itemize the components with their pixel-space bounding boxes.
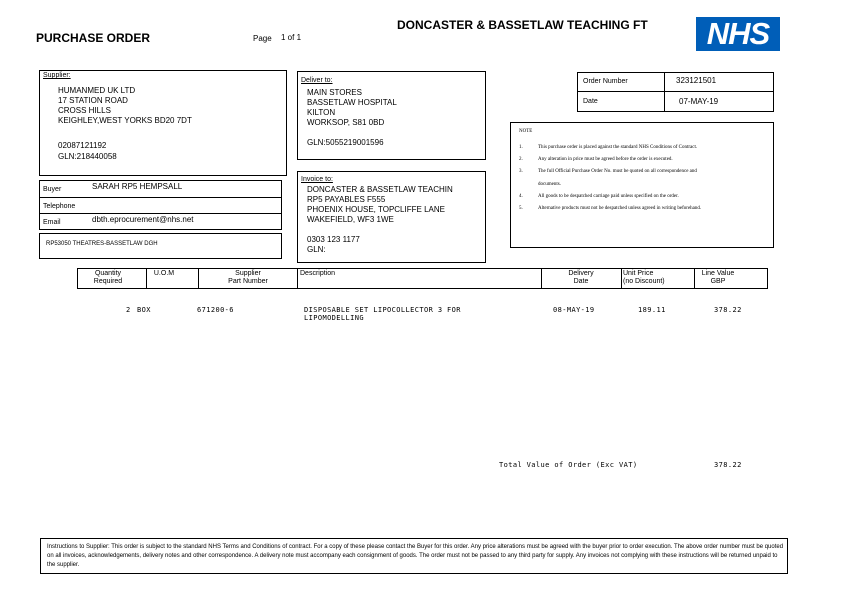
- note-item: [519, 169, 523, 175]
- supplier-line: HUMANMED UK LTD: [58, 86, 136, 95]
- invoice-label: Invoice to:: [301, 176, 333, 183]
- supplier-gln: GLN:218440058: [58, 152, 117, 161]
- doc-title: PURCHASE ORDER: [36, 31, 151, 45]
- col-part-line2: Part Number: [228, 278, 268, 285]
- buyer-name: SARAH RP5 HEMPSALL: [92, 182, 183, 191]
- note-text: This purchase order is placed against the standard NHS Conditions of Contract.: [538, 145, 698, 150]
- invoice-line: WAKEFIELD, WF3 1WE: [307, 215, 394, 224]
- supplier-line: CROSS HILLS: [58, 106, 111, 115]
- note-item: [519, 157, 523, 163]
- note-text: Any alteration in price must be agreed before the order is executed.: [538, 157, 673, 162]
- col-price: [623, 270, 665, 286]
- row-part: 671200-6: [197, 306, 234, 314]
- deliver-label: Deliver to:: [301, 77, 333, 84]
- deliver-line: KILTON: [307, 108, 336, 117]
- note-text: The full Official Purchase Order No. must be quoted on all correspondence and: [538, 169, 697, 174]
- row-uom: BOX: [137, 306, 151, 314]
- col-qty-line2: Required: [93, 278, 123, 285]
- page-label: Page: [253, 34, 272, 43]
- deliver-line: BASSETLAW HOSPITAL: [307, 98, 397, 107]
- row-line-value: 378.22: [714, 306, 742, 314]
- buyer-label: Buyer: [43, 186, 62, 193]
- col-uom-line1: U.O.M: [153, 270, 175, 277]
- invoice-line: RP5 PAYABLES F555: [307, 195, 386, 204]
- invoice-line: PHOENIX HOUSE, TOPCLIFFE LANE: [307, 205, 445, 214]
- telephone-label: Telephone: [43, 203, 76, 210]
- col-line-value-line2: GBP: [710, 278, 726, 285]
- invoice-line: DONCASTER & BASSETLAW TEACHIN: [307, 185, 453, 194]
- total-label: Total Value of Order (Exc VAT): [499, 461, 638, 469]
- note-item: [519, 206, 523, 212]
- col-price-line2: (no Discount): [623, 278, 665, 285]
- col-qty-line1: Quantity: [94, 270, 122, 277]
- reference-box: [39, 233, 282, 259]
- total-value: 378.22: [714, 461, 742, 469]
- note-num: 1.: [519, 145, 523, 150]
- reference-text: RP53050 THEATRES-BASSETLAW DGH: [46, 241, 158, 247]
- note-num: 2.: [519, 157, 523, 162]
- table-header: [77, 268, 768, 289]
- supplier-label: Supplier:: [43, 72, 71, 79]
- supplier-address: [58, 86, 192, 126]
- org-name: DONCASTER & BASSETLAW TEACHING FT: [397, 18, 648, 32]
- col-line-value-line1: Line Value: [701, 270, 735, 277]
- deliver-line: WORKSOP, S81 0BD: [307, 118, 385, 127]
- note-item: [519, 145, 523, 151]
- supplier-line: KEIGHLEY,WEST YORKS BD20 7DT: [58, 116, 192, 125]
- col-price-line1: Unit Price: [623, 270, 654, 277]
- note-num: 3.: [519, 169, 523, 174]
- email-label: Email: [43, 219, 61, 226]
- note-num: 5.: [519, 206, 523, 211]
- table-row: [0, 306, 842, 326]
- note-text: documents.: [538, 182, 561, 187]
- invoice-box: [297, 171, 486, 263]
- note-item: [519, 194, 523, 200]
- note-box: [510, 122, 774, 248]
- page-number: 1 of 1: [281, 33, 302, 42]
- nhs-logo: NHS: [696, 17, 780, 51]
- col-desc-line1: Description: [300, 270, 336, 277]
- email-value: dbth.eprocurement@nhs.net: [92, 215, 194, 224]
- note-heading: NOTE: [519, 129, 533, 134]
- supplier-phone: 02087121192: [58, 141, 107, 150]
- footer-box: [40, 538, 788, 574]
- deliver-box: [297, 71, 486, 160]
- deliver-gln: GLN:5055219001596: [307, 138, 384, 147]
- note-text: Alternative products must not be despatched unless agreed in writing beforehand.: [538, 206, 702, 211]
- order-date-value: 07-MAY-19: [679, 97, 719, 106]
- supplier-line: 17 STATION ROAD: [58, 96, 128, 105]
- supplier-box: [39, 70, 287, 176]
- invoice-phone: 0303 123 1177: [307, 235, 360, 244]
- invoice-gln: GLN:: [307, 245, 326, 254]
- col-delivery-line2: Date: [573, 278, 589, 285]
- col-uom: [146, 270, 182, 278]
- row-qty: 2: [126, 306, 131, 314]
- col-line-value: [694, 270, 742, 286]
- buyer-box: [39, 180, 282, 230]
- note-text: All goods to be despatched carriage paid unless specified on the order.: [538, 194, 679, 199]
- deliver-line: MAIN STORES: [307, 88, 362, 97]
- row-delivery: 08-MAY-19: [553, 306, 595, 314]
- row-desc-1: DISPOSABLE SET LIPOCOLLECTOR 3 FOR: [304, 306, 461, 314]
- order-box: [577, 72, 774, 112]
- col-part: [198, 270, 298, 286]
- col-delivery: [541, 270, 621, 286]
- order-number-value: 323121501: [676, 76, 717, 85]
- note-num: 4.: [519, 194, 523, 199]
- row-desc-2: LIPOMODELLING: [304, 314, 364, 322]
- col-desc: [300, 270, 335, 278]
- col-qty: [78, 270, 138, 286]
- order-date-label: Date: [583, 98, 598, 105]
- col-delivery-line1: Delivery: [568, 270, 594, 277]
- row-price: 189.11: [638, 306, 666, 314]
- footer-instructions: Instructions to Supplier: This order is subject to the standard NHS Terms and Conditions of contract. For a copy of these please contact the Buyer for this order. Any price alterations must be agreed with the buyer prior to order execution. The above order number must be quoted on all invoices, acknowledgements, delivery notes and other correspondence. A delivery note must accompany each consignment of goods. The order must not be passed to any third party for supply. Any invoices not complying with these instructions will be returned unpaid to the supplier.: [47, 544, 784, 568]
- order-number-label: Order Number: [583, 78, 628, 85]
- deliver-address: [307, 88, 397, 128]
- col-part-line1: Supplier: [235, 270, 261, 277]
- invoice-address: [307, 185, 453, 225]
